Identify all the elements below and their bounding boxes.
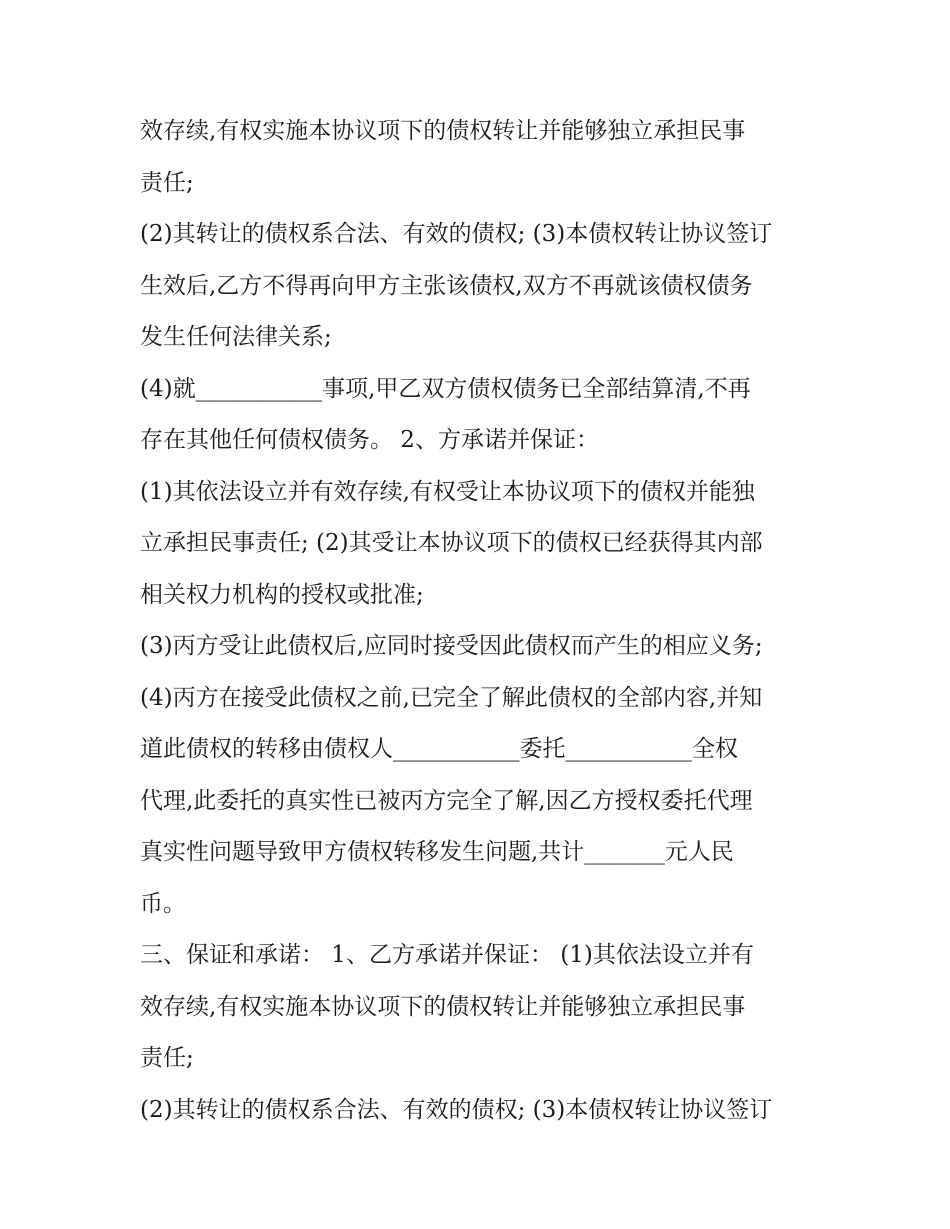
text-line: (2)其转让的债权系合法、有效的债权; (3)本债权转让协议签订 xyxy=(140,1096,773,1123)
text-line: 代理,此委托的真实性已被丙方完全了解,因乙方授权委托代理 xyxy=(140,787,753,814)
text-line: 生效后,乙方不得再向甲方主张该债权,双方不再就该债权债务 xyxy=(140,272,753,299)
text-line: (1)其依法设立并有效存续,有权受让本协议项下的债权并能独 xyxy=(140,478,755,505)
text-line: 真实性问题导致甲方债权转移发生问题,共计_______元人民 xyxy=(140,839,734,865)
text-line: (4)就___________事项,甲乙双方债权债务已全部结算清,不再 xyxy=(140,375,751,402)
text-line: 责任; xyxy=(140,169,194,196)
text-line: 发生任何法律关系; xyxy=(140,324,332,350)
text-line: 道此债权的转移由债权人___________委托___________全权 xyxy=(140,736,738,762)
text-line: (2)其转让的债权系合法、有效的债权; (3)本债权转让协议签订 xyxy=(140,221,773,247)
text-line: 相关权力机构的授权或批准; xyxy=(140,581,424,608)
text-line: 存在其他任何债权债务。 2、方承诺并保证： xyxy=(140,427,599,453)
text-line: 效存续,有权实施本协议项下的债权转让并能够独立承担民事 xyxy=(140,118,746,144)
text-line: 效存续,有权实施本协议项下的债权转让并能够独立承担民事 xyxy=(140,993,746,1020)
text-line: 币。 xyxy=(140,890,186,917)
document-body xyxy=(140,106,830,1136)
text-line: 责任; xyxy=(140,1045,194,1071)
text-line: 立承担民事责任; (2)其受让本协议项下的债权已经获得其内部 xyxy=(140,530,763,556)
text-line: (4)丙方在接受此债权之前,已完全了解此债权的全部内容,并知 xyxy=(140,684,763,711)
text-line: 三、保证和承诺： 1、乙方承诺并保证： (1)其依法设立并有 xyxy=(140,942,754,968)
text-line: (3)丙方受让此债权后,应同时接受因此债权而产生的相应义务; xyxy=(140,633,763,659)
